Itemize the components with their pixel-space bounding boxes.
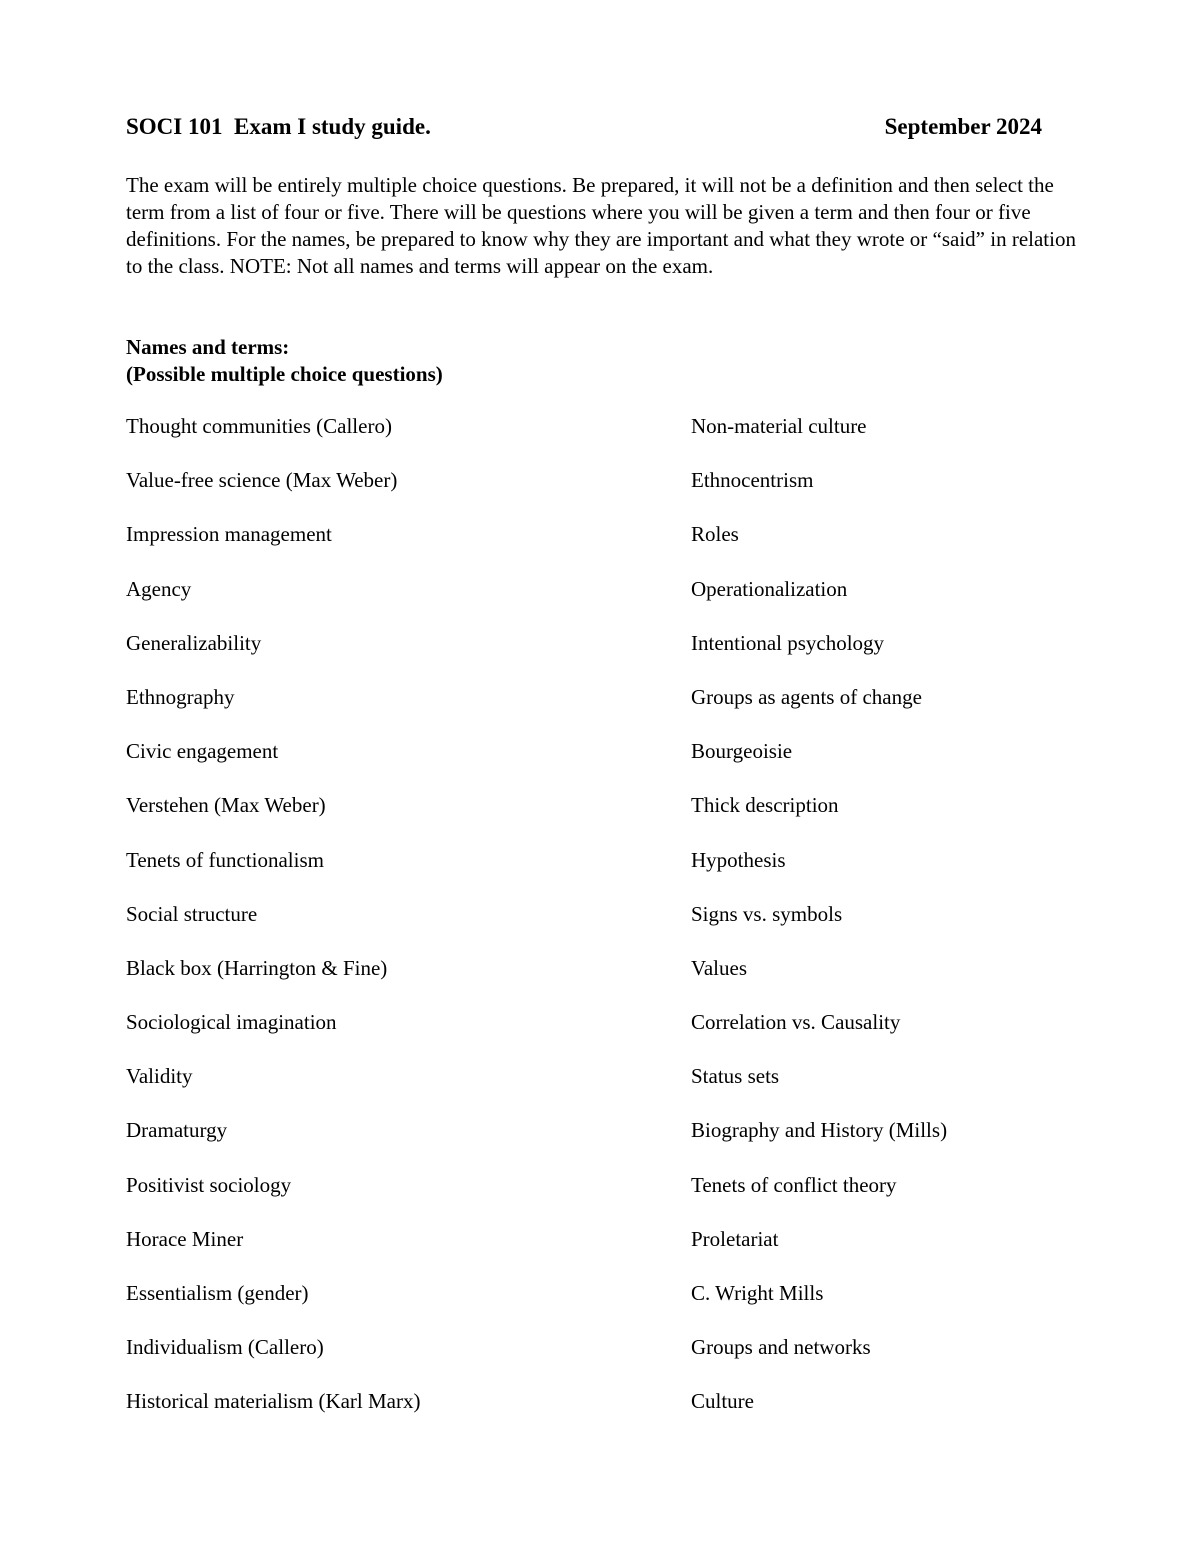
term-row: [126, 1335, 1066, 1389]
term-row: [126, 631, 1066, 685]
term-left: Black box (Harrington & Fine): [126, 955, 388, 980]
term-row: [126, 1118, 1066, 1172]
term-row: [126, 1389, 1066, 1443]
document-date: September 2024: [884, 114, 1042, 139]
section-subheading: (Possible multiple choice questions): [126, 362, 443, 386]
term-right: Tenets of conflict theory: [691, 1172, 897, 1197]
term-left: Ethnography: [126, 684, 235, 709]
term-right: C. Wright Mills: [691, 1281, 824, 1305]
term-left: Validity: [126, 1064, 193, 1089]
term-left: Individualism (Callero): [126, 1335, 324, 1360]
term-left: Agency: [126, 576, 192, 601]
term-left: Dramaturgy: [126, 1118, 228, 1143]
term-row: [126, 1010, 1066, 1064]
term-right: Intentional psychology: [691, 630, 885, 655]
term-right: Thick description: [691, 793, 839, 818]
term-row: [126, 685, 1066, 739]
term-right: Ethnocentrism: [691, 468, 814, 493]
title-row: [126, 114, 1042, 146]
term-left: Verstehen (Max Weber): [126, 793, 326, 818]
term-right: Groups as agents of change: [691, 684, 922, 709]
term-row: [126, 522, 1066, 576]
intro-paragraph: The exam will be entirely multiple choice questions. Be prepared, it will not be a definition and then select the term from a list of four or five. There will be questions where you will be given a term and then four or five definitions. For the names, be prepared to know why they are important and what they wrote or “said” in relation to the class. NOTE: Not all names and terms will appear on the exam.: [126, 173, 1076, 278]
term-left: Social structure: [126, 901, 258, 926]
term-row: [126, 1064, 1066, 1118]
term-left: Horace Miner: [126, 1226, 244, 1251]
term-row: [126, 739, 1066, 793]
term-row: [126, 1173, 1066, 1227]
term-row: [126, 577, 1066, 631]
term-right: Groups and networks: [691, 1335, 871, 1360]
term-left: Thought communities (Callero): [126, 414, 392, 438]
document-title: SOCI 101 Exam I study guide.: [126, 114, 431, 139]
term-left: Value-free science (Max Weber): [126, 468, 398, 493]
term-right: Values: [691, 955, 747, 980]
term-right: Proletariat: [691, 1226, 779, 1251]
term-right: Roles: [691, 522, 739, 547]
term-left: Tenets of functionalism: [126, 847, 324, 872]
term-row: [126, 956, 1066, 1010]
term-right: Operationalization: [691, 576, 848, 601]
term-right: Culture: [691, 1389, 754, 1414]
term-right: Hypothesis: [691, 847, 786, 872]
term-left: Essentialism (gender): [126, 1281, 309, 1305]
term-right: Signs vs. symbols: [691, 901, 843, 926]
term-left: Historical materialism (Karl Marx): [126, 1389, 421, 1414]
term-left: Impression management: [126, 522, 332, 547]
term-row: [126, 1227, 1066, 1281]
term-left: Civic engagement: [126, 739, 279, 764]
term-right: Status sets: [691, 1064, 780, 1089]
term-right: Biography and History (Mills): [691, 1118, 948, 1143]
term-row: [126, 793, 1066, 847]
section-heading: Names and terms:: [126, 335, 290, 359]
term-right: Non-material culture: [691, 414, 867, 438]
term-right: Bourgeoisie: [691, 739, 793, 764]
term-row: [126, 848, 1066, 902]
term-left: Positivist sociology: [126, 1172, 292, 1197]
term-left: Sociological imagination: [126, 1010, 337, 1035]
term-row: [126, 468, 1066, 522]
term-row: [126, 1281, 1066, 1335]
term-left: Generalizability: [126, 630, 262, 655]
term-row: [126, 414, 1066, 468]
term-right: Correlation vs. Causality: [691, 1010, 901, 1035]
terms-list: [126, 414, 1066, 1444]
term-row: [126, 902, 1066, 956]
